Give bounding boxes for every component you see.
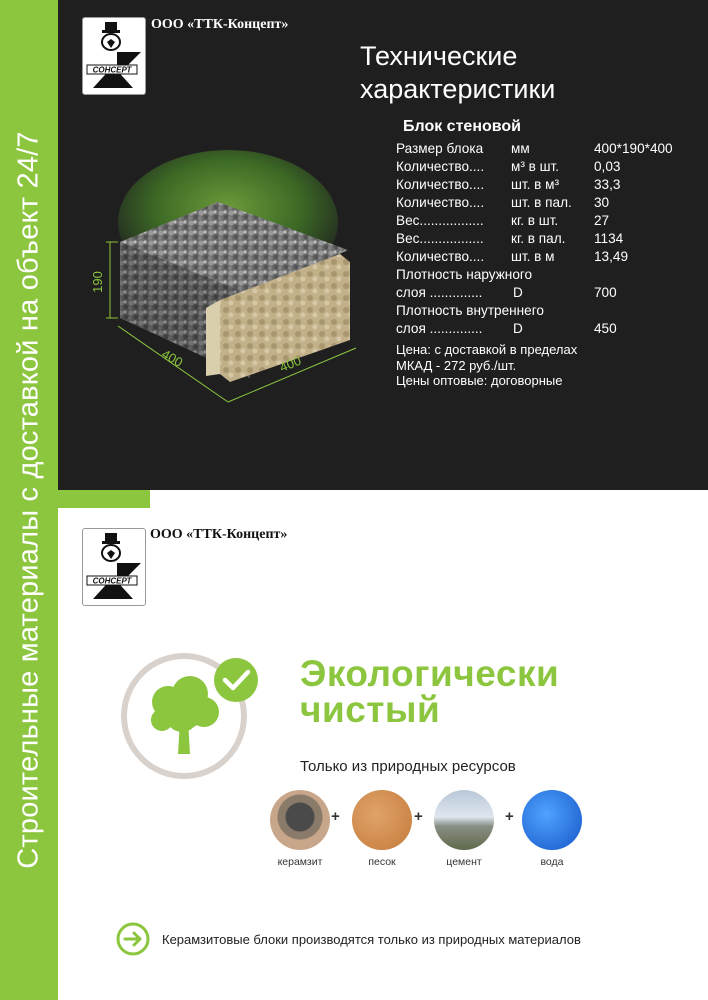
spec-row [396,140,673,158]
spec-row [396,320,617,338]
spec-label: Вес................. [396,231,484,246]
spec-value: 27 [594,213,610,228]
svg-text:СОНСЕРТ: СОНСЕРТ [92,65,132,75]
spec-row [396,194,610,212]
eco-title-line2: чистый [300,689,441,730]
spec-value: 13,49 [594,249,629,264]
spec-value: 450 [594,321,617,336]
spec-value: 33,3 [594,177,621,192]
dim-width-left-label: 400 [159,346,186,371]
spec-value: 0,03 [594,159,621,174]
tech-title-line2: характеристики [360,74,556,104]
resource-water [520,790,584,868]
spec-unit: кг. в шт. [511,213,559,228]
dim-width-right-label: 400 [277,352,304,375]
block-title: Блок стеновой [403,118,521,135]
company-logo [82,17,146,95]
spec-unit: шт. в м³ [511,177,560,192]
spec-label: слоя .............. [396,321,483,336]
spec-value: 400*190*400 [594,141,673,156]
eco-emblem [118,650,268,790]
tech-panel [58,0,708,490]
price-line: Цена: с доставкой в пределах [396,342,578,357]
price-line: Цены оптовые: договорные [396,373,563,388]
tech-title [360,40,555,106]
spec-value: 700 [594,285,617,300]
spec-label: Количество.... [396,195,485,210]
eco-subtitle: Только из природных ресурсов [300,758,516,775]
spec-unit: м³ в шт. [511,159,560,174]
sidebar-slogan: Строительные материалы с доставкой на объект 24/7 [12,131,45,869]
spec-label: Количество.... [396,249,485,264]
spec-unit: D [513,321,523,336]
spec-label: Количество.... [396,159,485,174]
spec-value: 1134 [594,231,624,246]
sand-image [352,790,412,850]
cement-plant-image [434,790,494,850]
sidebar [0,0,58,1000]
spec-unit: мм [511,141,530,156]
price-info [396,342,577,389]
spec-unit: шт. в м [511,249,555,264]
eco-title-line1: Экологически [300,653,560,694]
price-line: МКАД - 272 руб./шт. [396,357,517,373]
svg-text:СОНСЕРТ: СОНСЕРТ [92,576,132,586]
dim-height-label: 190 [90,271,105,293]
resource-label: цемент [446,856,482,868]
spec-label: Вес................. [396,213,484,228]
footer-note: Керамзитовые блоки производятся только из природных материалов [162,932,581,947]
spec-unit: кг. в пал. [511,231,566,246]
spec-label: слоя .............. [396,285,483,300]
company-name: ООО «ТТК-Концепт» [151,17,289,32]
resource-label: песок [368,856,396,868]
spec-unit: D [513,285,523,300]
plus-sign: + [414,808,423,825]
logo-emblem-icon [83,18,145,94]
checkmark-icon [214,658,258,702]
spec-label: Размер блока [396,141,484,156]
logo-emblem-icon [83,529,145,605]
accent-strip [58,490,150,508]
company-logo-bottom [82,528,146,606]
keramzit-image [270,790,330,850]
spec-table [396,118,673,338]
spec-row [396,158,621,176]
tech-title-line1: Технические [360,41,518,71]
resource-sand [350,790,414,868]
eco-title [300,653,560,730]
spec-row [396,212,610,230]
density-outer-text: Плотность наружного [396,267,533,282]
plus-sign: + [331,808,340,825]
spec-unit: шт. в пал. [511,195,572,210]
plus-sign: + [505,808,514,825]
density-inner-label [396,302,544,320]
water-image [522,790,582,850]
resource-cement [432,790,496,868]
tree-icon [151,676,219,754]
density-outer-label [396,266,533,284]
resource-keramzit [268,790,332,868]
spec-label: Количество.... [396,177,485,192]
spec-value: 30 [594,195,610,210]
spec-row [396,248,629,266]
spec-row [396,230,624,248]
company-name-bottom: ООО «ТТК-Концепт» [150,527,288,542]
block-illustration [78,150,368,415]
resource-label: вода [540,856,564,868]
arrow-right-icon [116,922,150,956]
density-inner-text: Плотность внутреннего [396,303,544,318]
resource-label: керамзит [277,856,323,868]
spec-row [396,284,617,302]
spec-row [396,176,621,194]
